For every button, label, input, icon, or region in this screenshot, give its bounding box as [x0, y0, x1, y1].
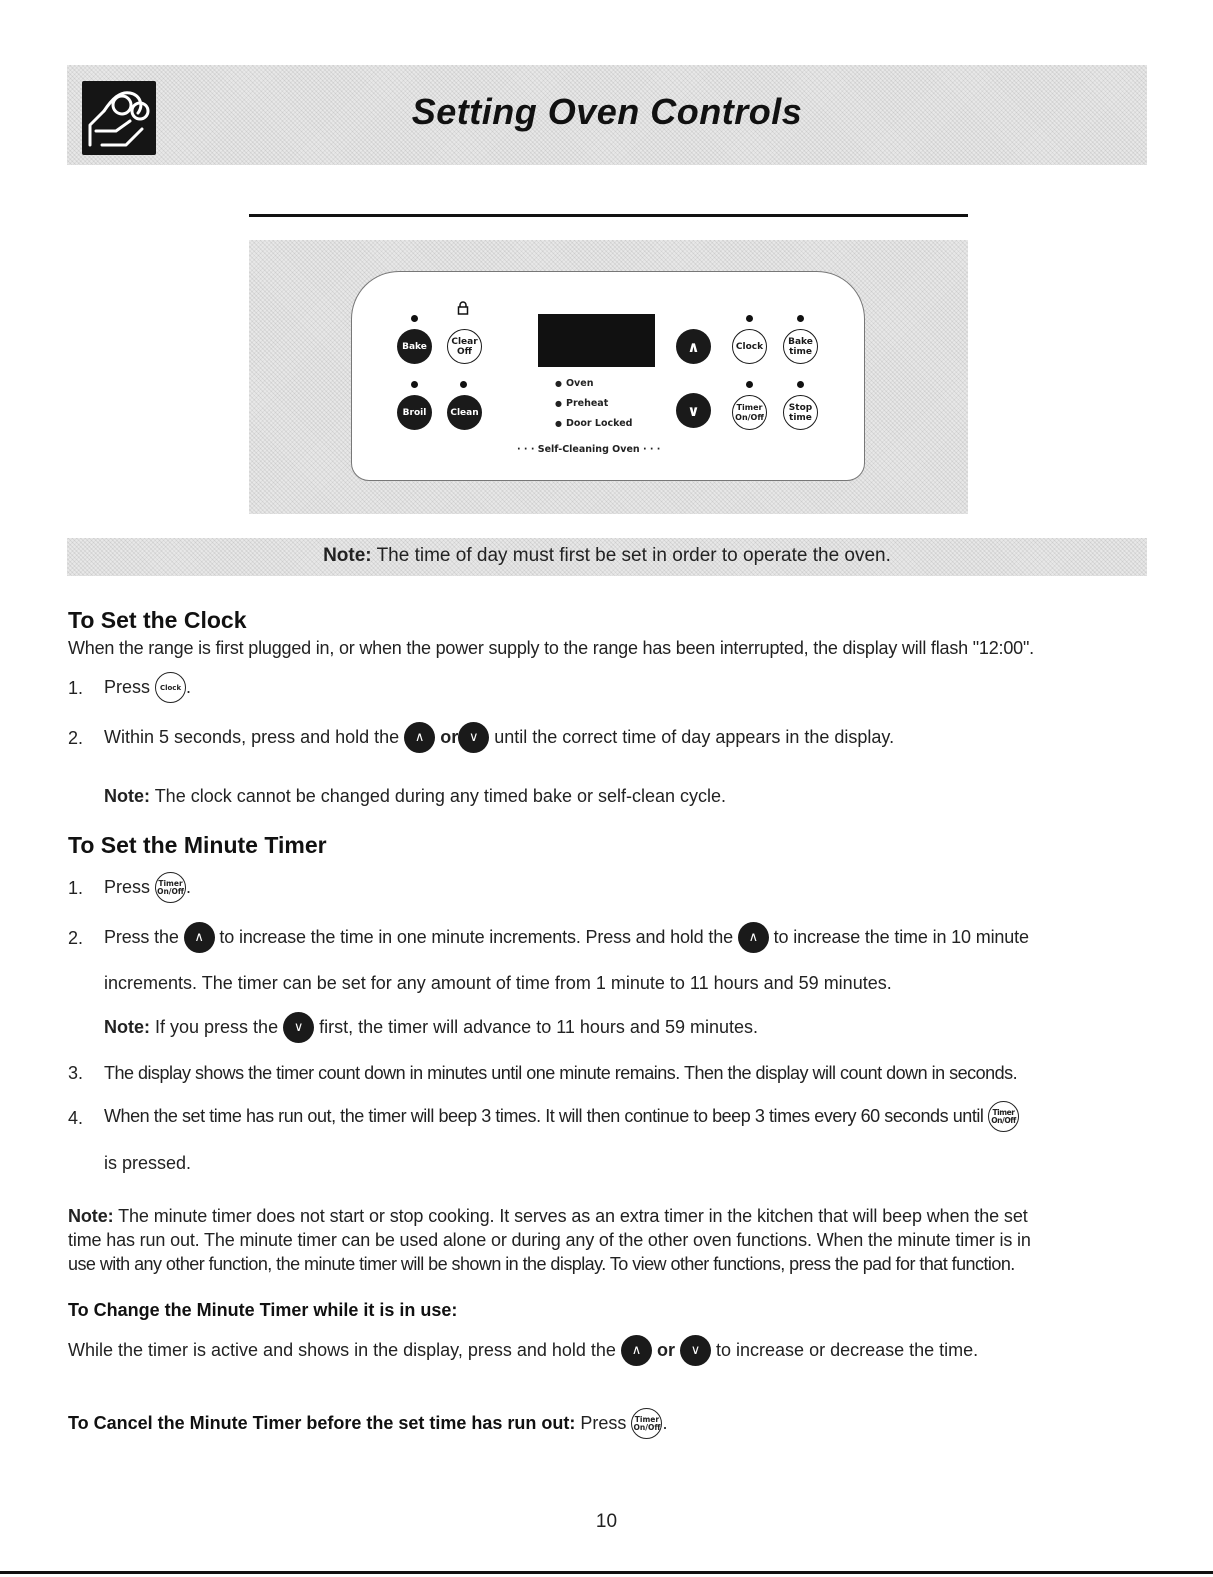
note-label: Note:	[104, 1017, 150, 1037]
clean-button[interactable]: Clean	[447, 395, 482, 430]
bake-time-indicator-dot	[797, 315, 804, 322]
change-timer-text: to increase or decrease the time.	[716, 1340, 979, 1360]
timer-button-icon: Timer On/Off	[988, 1101, 1019, 1132]
page-number: 10	[595, 1511, 618, 1532]
timer-indicator-dot	[746, 381, 753, 388]
clock-intro: When the range is first plugged in, or when the power supply to the range has been interrupted, the display will flash "12:00".	[68, 638, 1034, 658]
step-end: .	[662, 1413, 668, 1433]
down-arrow-icon: ∨	[458, 722, 489, 753]
note-banner	[67, 538, 1147, 576]
step-text: Press the	[104, 927, 179, 947]
bake-indicator-dot	[411, 315, 418, 322]
note-text: The time of day must first be set in order to operate the oven.	[376, 545, 891, 566]
down-arrow-icon: ∨	[680, 1335, 711, 1366]
timer-section-title: To Set the Minute Timer	[68, 832, 327, 858]
step-text: Press	[104, 677, 151, 697]
broil-indicator-dot	[411, 381, 418, 388]
note-label: Note:	[104, 786, 150, 806]
clock-button-icon: Clock	[155, 672, 186, 703]
step-text: is pressed.	[104, 1153, 192, 1173]
cancel-timer-text: Press	[580, 1413, 627, 1433]
lock-icon	[457, 301, 469, 320]
step-number: 3.	[68, 1063, 84, 1083]
display-window	[538, 314, 655, 367]
cancel-timer-title: To Cancel the Minute Timer before the set time has run out:	[68, 1413, 576, 1433]
step-text: to increase the time in 10 minute	[773, 927, 1029, 947]
oven-indicator: ● Oven	[555, 378, 593, 389]
down-arrow-icon: ∨	[283, 1012, 314, 1043]
timer-button-icon: Timer On/Off	[155, 872, 186, 903]
step-end: .	[186, 877, 192, 897]
note-label: Note:	[323, 545, 372, 566]
header-banner	[67, 65, 1147, 165]
timer-on-off-button[interactable]: Timer On/Off	[732, 395, 767, 430]
up-arrow-icon: ∧	[404, 722, 435, 753]
page-title: Setting Oven Controls	[411, 91, 803, 132]
down-arrow-button[interactable]: ∨	[676, 393, 711, 428]
up-arrow-icon: ∧	[738, 922, 769, 953]
step-number: 2.	[68, 728, 84, 748]
up-arrow-button[interactable]: ∧	[676, 329, 711, 364]
note-label: Note:	[68, 1206, 114, 1226]
note-text: first, the timer will advance to 11 hours and 59 minutes.	[319, 1017, 759, 1037]
clock-section-title: To Set the Clock	[68, 607, 247, 633]
broil-button[interactable]: Broil	[397, 395, 432, 430]
note-text: If you press the	[155, 1017, 279, 1037]
note-text: The clock cannot be changed during any timed bake or self-clean cycle.	[154, 786, 727, 806]
step-text: The display shows the timer count down in minutes until one minute remains. Then the display will count down in seconds.	[104, 1063, 1018, 1083]
step-number: 4.	[68, 1108, 84, 1128]
step-text: increments. The timer can be set for any amount of time from 1 minute to 11 hours and 59 minutes.	[104, 973, 892, 993]
step-text: Press	[104, 877, 151, 897]
stop-time-button[interactable]: Stop time	[783, 395, 818, 430]
step-number: 1.	[68, 678, 84, 698]
note-text: time has run out. The minute timer can be used alone or during any of the other oven functions. When the minute timer is in	[68, 1230, 1031, 1250]
self-cleaning-label: · · · Self-Cleaning Oven · · ·	[517, 444, 661, 455]
timer-button-icon: Timer On/Off	[631, 1408, 662, 1439]
note-text: use with any other function, the minute timer will be shown in the display. To view other functions, press the pad for that function.	[68, 1254, 1015, 1274]
clock-indicator-dot	[746, 315, 753, 322]
or-label: or	[656, 1340, 675, 1360]
change-timer-text: While the timer is active and shows in the display, press and hold the	[68, 1340, 616, 1360]
note-text: The minute timer does not start or stop cooking. It serves as an extra timer in the kitchen that will beep when the set	[118, 1206, 1028, 1226]
step-number: 2.	[68, 928, 84, 948]
step-text: until the correct time of day appears in the display.	[494, 727, 895, 747]
step-end: .	[186, 677, 192, 697]
door-locked-indicator: ● Door Locked	[555, 418, 632, 429]
clear-off-button[interactable]: Clear Off	[447, 329, 482, 364]
up-arrow-icon: ∧	[621, 1335, 652, 1366]
or-label: or	[440, 727, 459, 747]
step-text: to increase the time in one minute increments. Press and hold the	[219, 927, 733, 947]
change-timer-title: To Change the Minute Timer while it is in use:	[68, 1300, 458, 1320]
bake-time-button[interactable]: Bake time	[783, 329, 818, 364]
bottom-rule	[0, 1571, 1213, 1574]
stop-time-indicator-dot	[797, 381, 804, 388]
clock-button[interactable]: Clock	[732, 329, 767, 364]
step-text: Within 5 seconds, press and hold the	[104, 727, 400, 747]
up-arrow-icon: ∧	[184, 922, 215, 953]
step-text: When the set time has run out, the timer will beep 3 times. It will then continue to beep 3 times every 60 seconds until	[104, 1106, 984, 1126]
panel-top-rule	[249, 214, 968, 217]
clean-indicator-dot	[460, 381, 467, 388]
preheat-indicator: ● Preheat	[555, 398, 608, 409]
step-number: 1.	[68, 878, 84, 898]
bake-button[interactable]: Bake	[397, 329, 432, 364]
